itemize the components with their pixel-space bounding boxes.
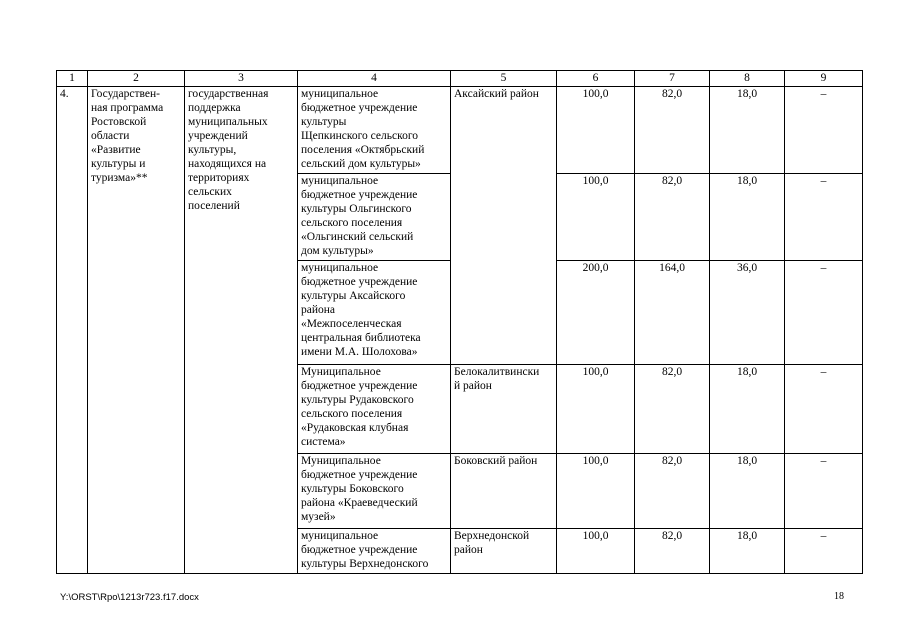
value-col8: 18,0 <box>710 87 785 174</box>
footer-file-path: Y:\ORST\Rpo\1213r723.f17.docx <box>60 592 199 603</box>
institution-cell: Муниципальное бюджетное учреждение культуры Рудаковского сельского поселения «Рудаковская клубная система» <box>298 365 451 454</box>
value-col6: 100,0 <box>557 174 635 261</box>
value-col6: 100,0 <box>557 87 635 174</box>
column-header: 1 <box>57 71 88 87</box>
value-col7: 82,0 <box>635 365 710 454</box>
value-col6: 200,0 <box>557 261 635 365</box>
value-col9: – <box>785 87 863 174</box>
value-col8: 18,0 <box>710 365 785 454</box>
value-col9: – <box>785 529 863 574</box>
district-cell: Боковский район <box>451 454 557 529</box>
value-col8: 18,0 <box>710 454 785 529</box>
value-col6: 100,0 <box>557 529 635 574</box>
column-header: 9 <box>785 71 863 87</box>
value-col9: – <box>785 365 863 454</box>
value-col9: – <box>785 454 863 529</box>
value-col6: 100,0 <box>557 365 635 454</box>
table-row <box>57 87 863 174</box>
column-number-row <box>57 71 863 87</box>
value-col7: 82,0 <box>635 454 710 529</box>
row-number-cell: 4. <box>57 87 88 574</box>
value-col7: 82,0 <box>635 174 710 261</box>
institution-cell: муниципальное бюджетное учреждение культуры Ольгинского сельского поселения «Ольгинский сельский дом культуры» <box>298 174 451 261</box>
value-col6: 100,0 <box>557 454 635 529</box>
column-header: 6 <box>557 71 635 87</box>
institution-cell: муниципальное бюджетное учреждение культуры Щепкинского сельского поселения «Октябрьский сельский дом культуры» <box>298 87 451 174</box>
column-header: 3 <box>185 71 298 87</box>
value-col9: – <box>785 174 863 261</box>
column-header: 4 <box>298 71 451 87</box>
column-header: 8 <box>710 71 785 87</box>
page-number: 18 <box>834 591 844 602</box>
value-col7: 82,0 <box>635 529 710 574</box>
value-col8: 36,0 <box>710 261 785 365</box>
district-cell: Верхнедонской район <box>451 529 557 574</box>
column-header: 7 <box>635 71 710 87</box>
value-col8: 18,0 <box>710 174 785 261</box>
purpose-cell: государственная поддержка муниципальных учреждений культуры, находящихся на территориях сельских поселений <box>185 87 298 574</box>
institution-cell: муниципальное бюджетное учреждение культуры Аксайского района «Межпоселенческая центральная библиотека имени М.А. Шолохова» <box>298 261 451 365</box>
column-header: 5 <box>451 71 557 87</box>
district-cell: Аксайский район <box>451 87 557 365</box>
value-col7: 82,0 <box>635 87 710 174</box>
value-col7: 164,0 <box>635 261 710 365</box>
subsidy-table <box>56 70 863 574</box>
value-col8: 18,0 <box>710 529 785 574</box>
column-header: 2 <box>88 71 185 87</box>
program-cell: Государствен- ная программа Ростовской области «Развитие культуры и туризма»** <box>88 87 185 574</box>
district-cell: Белокалитвински й район <box>451 365 557 454</box>
value-col9: – <box>785 261 863 365</box>
institution-cell: Муниципальное бюджетное учреждение культуры Боковского района «Краеведческий музей» <box>298 454 451 529</box>
institution-cell: муниципальное бюджетное учреждение культуры Верхнедонского <box>298 529 451 574</box>
